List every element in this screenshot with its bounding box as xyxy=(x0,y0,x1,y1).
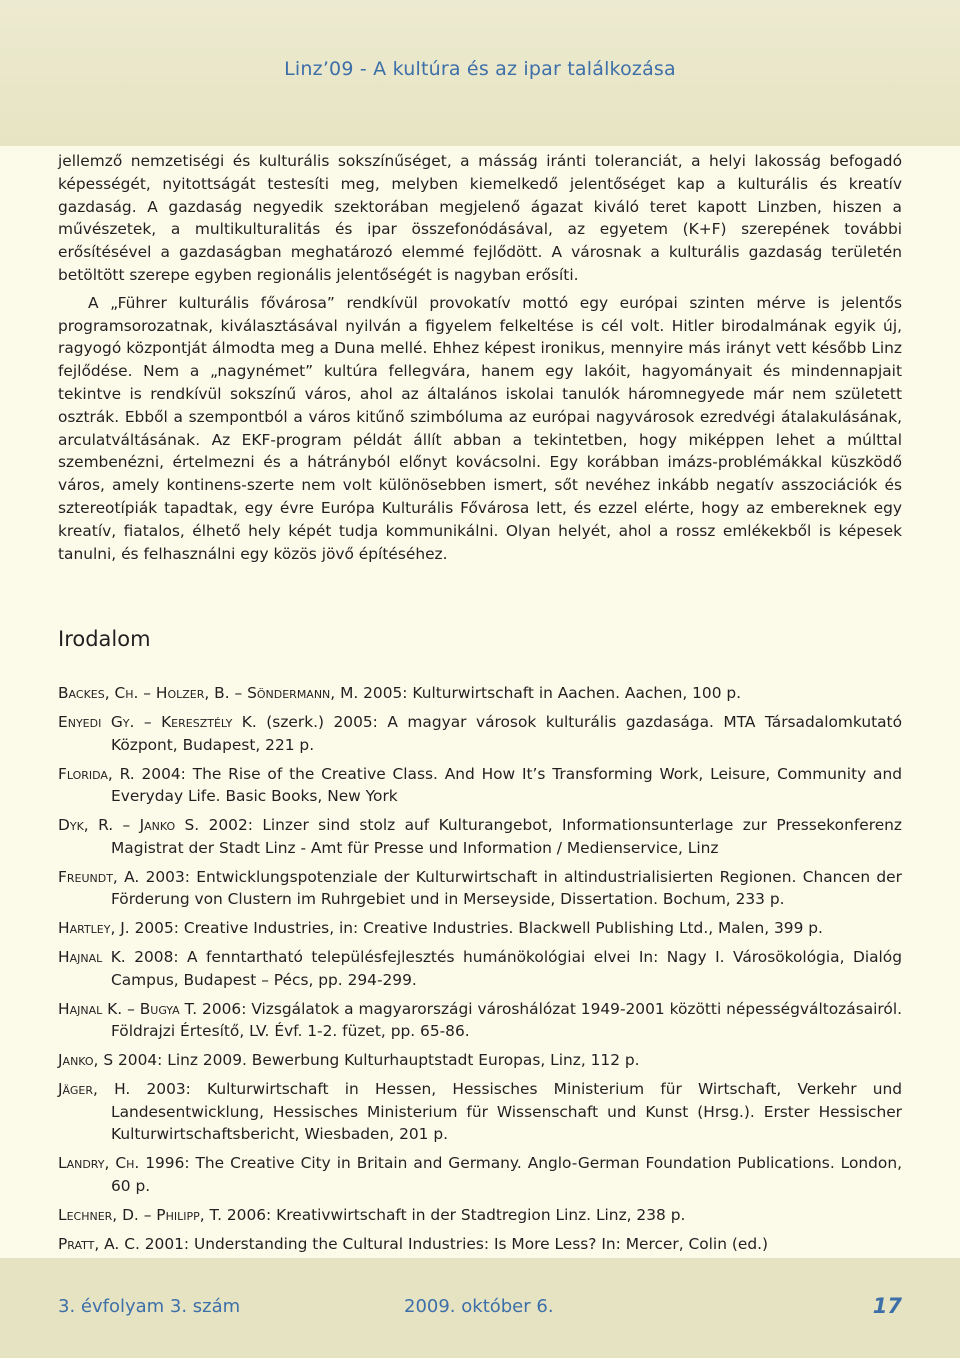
reference-item xyxy=(58,1204,902,1227)
reference-authors: Hajnal K. xyxy=(58,948,126,966)
reference-authors: Dyk, R. – Janko S. xyxy=(58,816,200,834)
reference-authors: Hajnal K. – Bugya T. xyxy=(58,999,198,1018)
reference-authors: Lechner, D. – Philipp, T. xyxy=(58,1205,222,1224)
reference-authors: Backes, Ch. – Holzer, B. – Söndermann, M. xyxy=(58,684,359,702)
reference-authors: Hartley, J. xyxy=(58,919,130,937)
page-header xyxy=(0,0,960,146)
references-heading: Irodalom xyxy=(58,627,151,651)
reference-item xyxy=(58,1233,902,1256)
reference-item xyxy=(58,1078,902,1146)
reference-text: 2006: Vizsgálatok a magyarországi városhálózat 1949-2001 közötti népességváltozásairól. Földrajzi Értesítő, LV. Évf. 1-2. füzet, pp. 65-86. xyxy=(111,999,902,1040)
reference-item xyxy=(58,946,902,991)
reference-authors: Janko, S xyxy=(58,1051,114,1069)
reference-text: 2002: Linzer sind stolz auf Kulturangebot, Informationsunterlage zur Pressekonferenz Magistrat der Stadt Linz - Amt für Presse und Information / Medienservice, Linz xyxy=(111,816,903,857)
page-number: 17 xyxy=(872,1294,902,1318)
reference-item xyxy=(58,682,902,705)
reference-authors: Freundt, A. xyxy=(58,867,140,886)
footer-date: 2009. október 6. xyxy=(404,1296,554,1317)
reference-item xyxy=(58,1049,902,1072)
reference-text: 2003: Kulturwirtschaft in Hessen, Hessisches Ministerium für Wirtschaft, Verkehr und Landesentwicklung, Hessisches Ministerium für Wissenschaft und Kunst (Hrsg.). Erster Hessischer Kulturwirtschaftsbericht, Wiesbaden, 201 p. xyxy=(111,1080,902,1143)
reference-item xyxy=(58,814,902,859)
footer-volume: 3. évfolyam 3. szám xyxy=(58,1296,241,1317)
reference-text: 2005: Creative Industries, in: Creative Industries. Blackwell Publishing Ltd., Malen, 399 p. xyxy=(129,919,823,937)
reference-text: 2004: The Rise of the Creative Class. And How It’s Transforming Work, Leisure, Community and Everyday Life. Basic Books, New York xyxy=(111,764,902,805)
body-text xyxy=(58,150,902,565)
reference-item xyxy=(58,711,902,756)
reference-text: (szerk.) 2005: A magyar városok kulturális gazdasága. MTA Társadalomkutató Központ, Budapest, 221 p. xyxy=(111,713,902,754)
reference-authors: Jäger, H. xyxy=(58,1080,131,1098)
reference-item xyxy=(58,998,902,1043)
reference-text: 2003: Entwicklungspotenziale der Kulturwirtschaft in altindustrialisierten Regionen. Chancen der Förderung von Clustern im Ruhrgebiet und in Merseyside, Dissertation. Bochum, 233 p. xyxy=(111,867,902,908)
reference-authors: Pratt, A. C. xyxy=(58,1234,140,1253)
reference-text: 2005: Kulturwirtschaft in Aachen. Aachen, 100 p. xyxy=(358,684,742,702)
reference-text: 2006: Kreativwirtschaft in der Stadtregion Linz. Linz, 238 p. xyxy=(222,1205,686,1224)
reference-text: 2001: Understanding the Cultural Industries: Is More Less? In: Mercer, Colin (ed.) xyxy=(139,1234,768,1253)
reference-item xyxy=(58,866,902,911)
reference-text: 2008: A fenntartható településfejlesztés humánökológiai elvei In: Nagy I. Városökológia, Dialóg Campus, Budapest – Pécs, pp. 294-299. xyxy=(111,948,902,989)
reference-item xyxy=(58,917,902,940)
paragraph-2: A „Führer kulturális fővárosa” rendkívül provokatív mottó egy európai szinten mérve is jelentős programsorozatnak, kiválasztásával nyilván a figyelem felkeltése is cél volt. Hitler birodalmának egyik új, ragyogó központját álmodta meg a Duna mellé. Ehhez képest ironikus, mennyire más irányt vett később Linz fejlődése. Nem a „nagynémet” kultúra fellegvára, hanem egy lakóit, hagyományait és mindennapjait tekintve is rendkívül sokszínű város, ahol az általános iskolai tanulók háromnegyede már nem született osztrák. Ebből a szempontból a város kitűnő szimbóluma az európai nagyvárosok ezredvégi átalakulásának, arculatváltásának. Az EKF-program példát állít abban a tekintetben, hogy miképpen lehet a múlttal szembenézni, értelmezni és a hátrányból előnyt kovácsolni. Egy korábban imázs-problémákkal küszködő város, amely kontinens-szerte nem volt különösebben ismert, sőt nevéhez inkább negatív asszociációk és sztereotípiák tapadtak, egy évre Európa Kulturális Fővárosa lett, és ezzel elérte, hogy az embereknek egy kreatív, fiatalos, élhető hely képét tudja kommunikálni. Olyan helyét, ahol a rossz emlékekből is képesek tanulni, és felhasználni egy közös jövő építéséhez. xyxy=(58,293,902,563)
reference-text: 1996: The Creative City in Britain and Germany. Anglo-German Foundation Publications. London, 60 p. xyxy=(111,1154,902,1195)
reference-authors: Enyedi Gy. – Keresztély K. xyxy=(58,713,257,731)
reference-item xyxy=(58,763,902,808)
reference-text: 2004: Linz 2009. Bewerbung Kulturhauptstadt Europas, Linz, 112 p. xyxy=(113,1051,640,1069)
reference-item xyxy=(58,1152,902,1197)
reference-authors: Landry, Ch. xyxy=(58,1154,140,1172)
references-list xyxy=(58,682,902,1262)
paragraph-1: jellemző nemzetiségi és kulturális sokszínűséget, a másság iránti toleranciát, a helyi lakosság befogadó képességét, nyitottságát testesíti meg, melyben kiemelkedő jelentőséget kap a kulturális és kreatív gazdaság. A gazdaság negyedik szektorában megjelenő ágazat kiváló teret kapott Linzben, hiszen a művészetek, a multikulturalitás és ipar összefonódásával, az egyetem (K+F) szerepének további erősítésével a gazdaságban meghatározó elemmé fejlődött. A városnak a kulturális gazdaság területén betöltött szerepe egyben regionális jelentőségét is nagyban erősíti. xyxy=(58,152,902,284)
running-title: Linz’09 - A kultúra és az ipar találkozása xyxy=(284,58,676,80)
reference-authors: Florida, R. xyxy=(58,764,135,783)
